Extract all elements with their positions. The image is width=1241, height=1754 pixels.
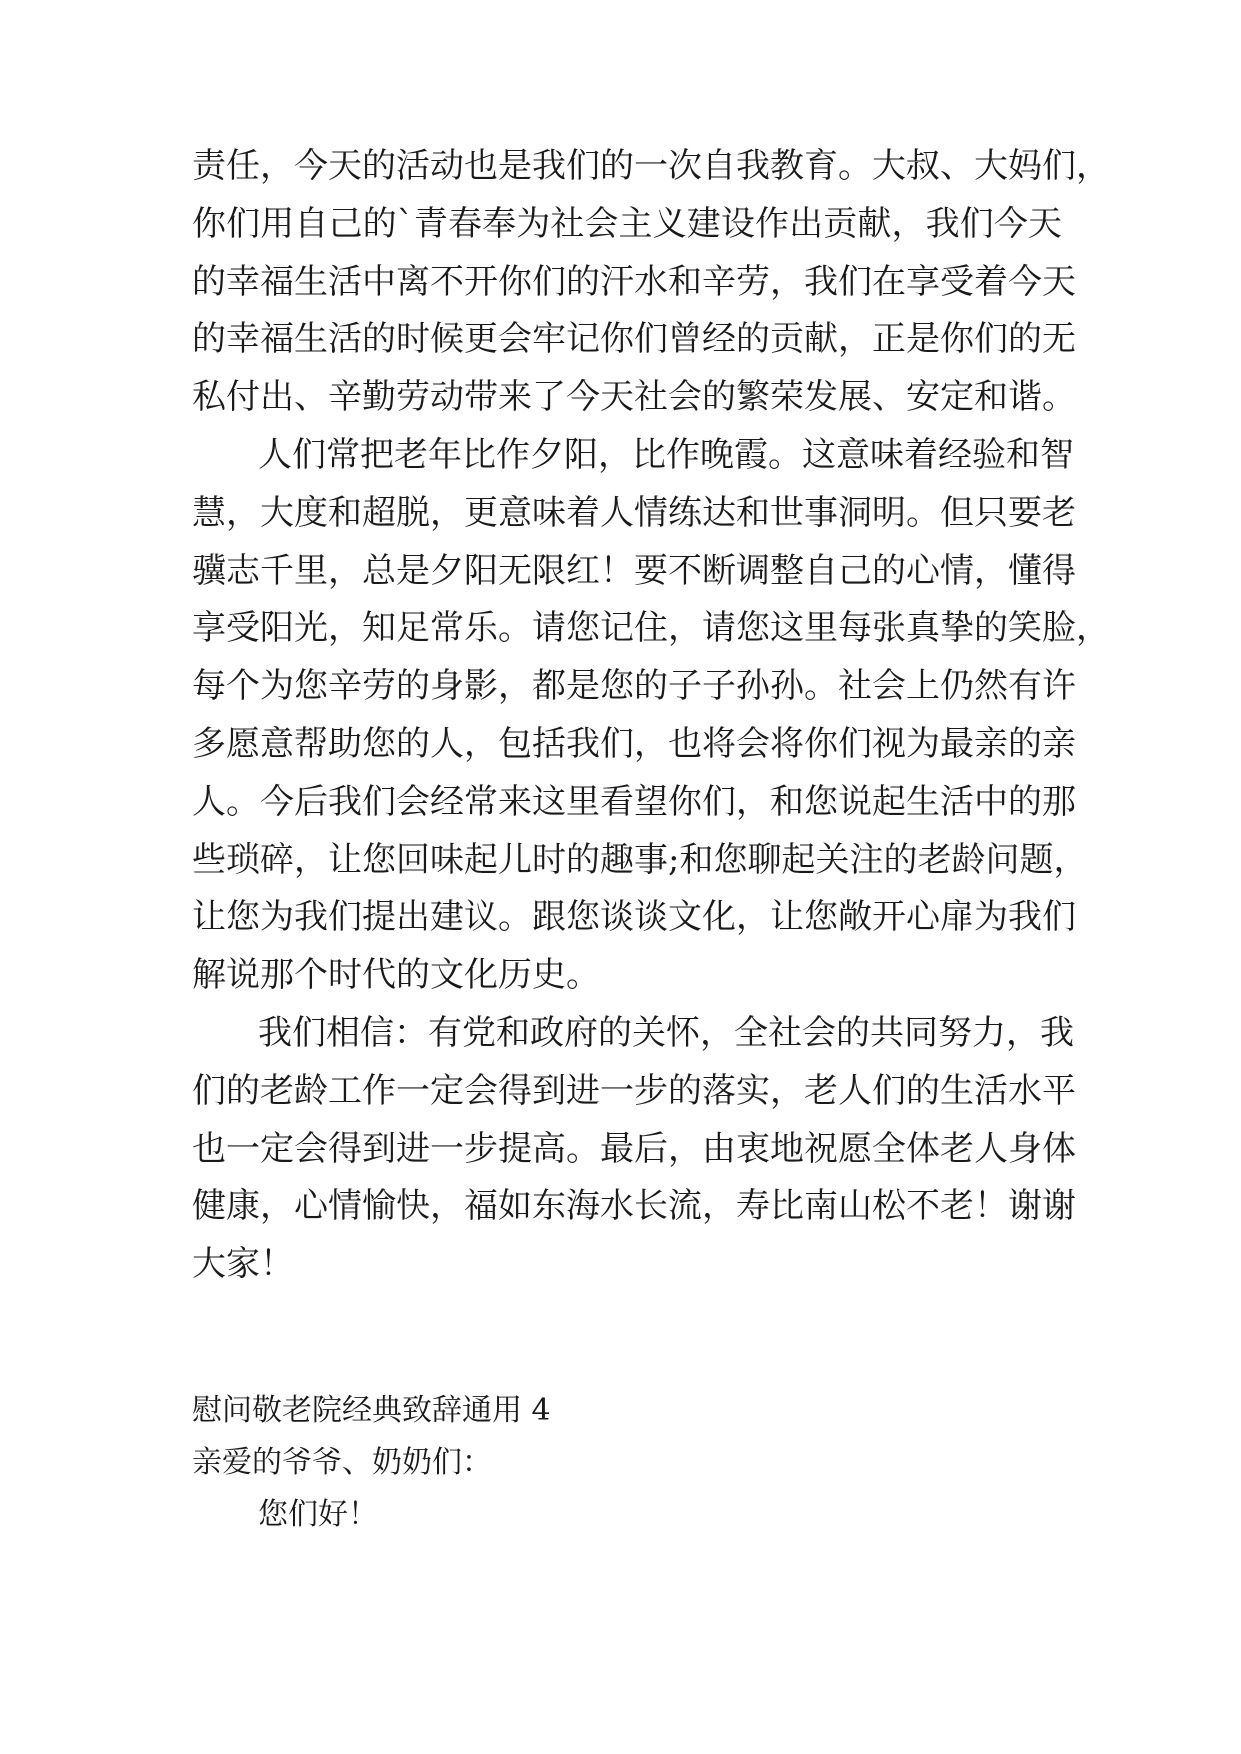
paragraph-3-line-5: 大家！ [192,1244,294,1285]
paragraph-1-line-2: 你们用自己的`青春奉为社会主义建设作出贡献，我们今天 [192,203,1062,244]
paragraph-1-line-5: 私付出、辛勤劳动带来了今天社会的繁荣发展、安定和谐。 [192,377,1076,418]
salutation: 亲爱的爷爷、奶奶们： [192,1445,492,1480]
paragraph-1-line-4: 的幸福生活的时候更会牢记你们曾经的贡献，正是你们的无 [192,319,1076,360]
next-section [192,1385,1062,1541]
paragraph-2-line-3: 骥志千里，总是夕阳无限红！要不断调整自己的心情，懂得 [192,550,1076,591]
paragraph-3-line-4: 健康，心情愉快，福如东海水长流，寿比南山松不老！谢谢 [192,1186,1076,1227]
paragraph-1-line-3: 的幸福生活中离不开你们的汗水和辛劳，我们在享受着今天 [192,261,1076,302]
paragraph-2-line-9: 让您为我们提出建议。跟您谈谈文化，让您敞开心扉为我们 [192,897,1076,938]
paragraph-3-line-3: 也一定会得到进一步提高。最后，由衷地祝愿全体老人身体 [192,1128,1076,1169]
paragraph-2-line-8: 些琐碎，让您回味起儿时的趣事;和您聊起关注的老龄问题， [192,839,1088,880]
paragraph-2-line-6: 多愿意帮助您的人，包括我们，也将会将你们视为最亲的亲 [192,723,1076,764]
paragraph-2-line-10: 解说那个时代的文化历史。 [192,955,600,996]
greeting: 您们好！ [258,1497,378,1532]
speech-body [192,138,1110,1294]
paragraph-3-line-2: 们的老龄工作一定会得到进一步的落实，老人们的生活水平 [192,1070,1076,1111]
paragraph-2-line-1: 人们常把老年比作夕阳，比作晚霞。这意味着经验和智 [258,434,1074,475]
paragraph-2-line-2: 慧，大度和超脱，更意味着人情练达和世事洞明。但只要老 [192,492,1076,533]
paragraph-3-line-1: 我们相信：有党和政府的关怀，全社会的共同努力，我 [258,1012,1074,1053]
paragraph-1-line-1: 责任，今天的活动也是我们的一次自我教育。大叔、大妈们， [192,146,1110,186]
paragraph-2-line-4: 享受阳光，知足常乐。请您记住，请您这里每张真挚的笑脸， [192,608,1110,649]
paragraph-2-line-5: 每个为您辛劳的身影，都是您的子子孙孙。社会上仍然有许 [192,666,1076,707]
paragraph-2-line-7: 人。今后我们会经常来这里看望你们，和您说起生活中的那 [192,781,1076,822]
section-title: 慰问敬老院经典致辞通用 4 [192,1393,551,1428]
